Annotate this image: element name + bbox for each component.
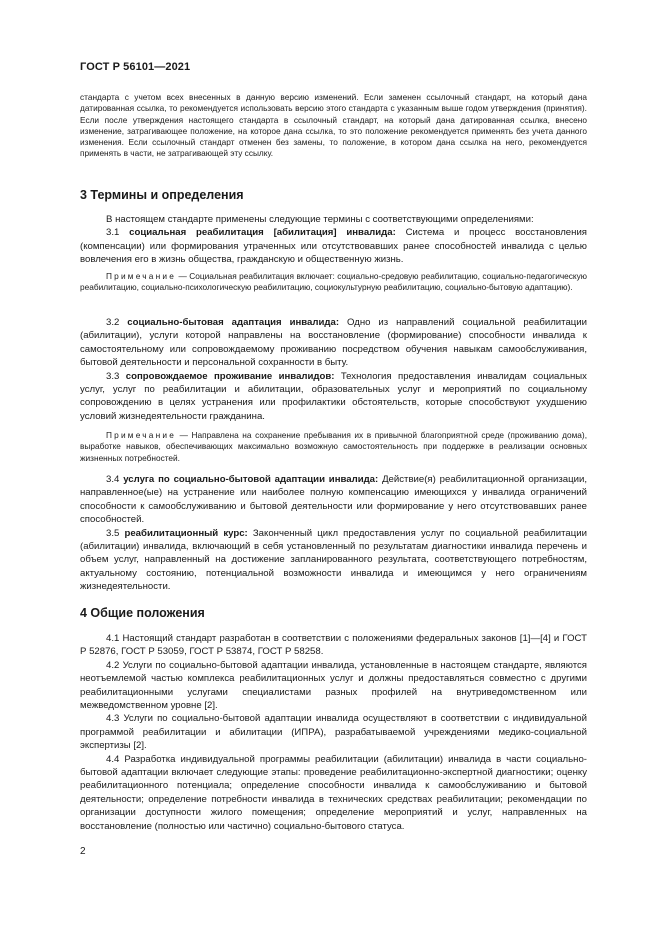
intro-paragraph-block [80, 92, 587, 160]
note-1-label: Примечание [106, 271, 177, 281]
page-number: 2 [80, 846, 86, 857]
term-3-5-definition: Законченный цикл предоставления услуг по социальной реабилитации (абилитации) инвалида, включающий в себя установленный по результатам диагностики инвалида перечень и объем услуг, направленный на достижение запланированного результата, соответствующего потребностям, актуальному состоянию, потенциальной возможности инвалида и имеющимся у него ограничениям жизнедеятельности. [80, 527, 587, 593]
section-3-body-a [80, 213, 587, 267]
term-3-1: 3.1 социальная реабилитация [абилитация] инвалида: Система и процесс восстановления (компенсации) или формирования утраченных или отсутствовавших ранее способностей инвалида с целью вовлечения его в жизнь общества, гражданскую и общественную жизнь. [80, 227, 587, 266]
term-3-3-title: сопровождаемое проживание инвалидов: [125, 370, 335, 382]
term-3-2-title: социально-бытовая адаптация инвалида: [127, 317, 340, 328]
intro-paragraph: стандарта с учетом всех внесенных в данную версию изменений. Если заменен ссылочный стандарт, на который дана датированная ссылка, то рекомендуется использовать версию этого стандарта с указанным выше годом утверждения (принятия). Если после утверждения настоящего стандарта в ссылочный стандарт, на который дана датированная ссылка, внесено изменение, затрагивающее положение, на которое дана ссылка, то это положение рекомендуется применять без учета данного изменения. Если ссылочный стандарт отменен без замены, то положение, в котором дана ссылка на него, рекомендуется применять в части, не затрагивающей эту ссылку. [80, 92, 587, 159]
section-3-body-b [80, 316, 587, 423]
term-3-4-title: услуга по социально-бытовой адаптации инвалида: [123, 474, 379, 485]
note-2-label: Примечание [106, 430, 177, 440]
section-3-body-c [80, 473, 587, 594]
clause-4-3: 4.3 Услуги по социально-бытовой адаптации инвалида осуществляют в соответствии с индивидуальной программой реабилитации и абилитации (ИПРА), разрабатываемой учреждениями медико-социальной экспертизы [2]. [80, 713, 587, 752]
term-3-2-definition: Одно из направлений социальной реабилитации (абилитации), услуги которой направлены на восстановление (формирование) способности инвалида к самостоятельному или сопровождаемому проживанию посредством обучения навыкам самообслуживания, бытовой деятельности и персональной сохранности в быту. [80, 317, 587, 369]
term-3-1-definition: Система и процесс восстановления (компенсации) или формирования утраченных или отсутствовавших ранее способностей инвалида с целью вовлечения его в жизнь общества, гражданскую и общественную жизнь. [80, 227, 587, 266]
note-2-text: — Направлена на сохранение пребывания их в привычной благоприятной среде (проживанию дома), выработке навыков, обеспечивающих максимально возможную самостоятельность при поддержке в реализации основных жизненных потребностей. [80, 430, 587, 463]
note-1-text: — Социальная реабилитация включает: социально-средовую реабилитацию, социально-педагогическую реабилитацию, социально-психологическую реабилитацию, социокультурную реабилитацию, социально-бытовую адаптацию). [80, 271, 588, 293]
term-3-4-definition: Действие(я) реабилитационной организации, направленное(ые) на устранение или наиболее полную компенсацию имеющихся у инвалида ограничений способности к самообслуживанию и бытовой деятельности или формирование у него отсутствовавших ранее способностей. [80, 474, 587, 526]
term-3-1-title: социальная реабилитация [абилитация] инвалида: [129, 227, 396, 239]
section-3-lead: В настоящем стандарте применены следующие термины с соответствующими определениями: [106, 214, 534, 225]
term-3-5-title: реабилитационный курс: [124, 527, 248, 539]
section-3-heading: 3 Термины и определения [80, 188, 244, 202]
section-4-body [80, 632, 587, 833]
section-4-heading: 4 Общие положения [80, 606, 205, 620]
clause-4-1: 4.1 Настоящий стандарт разработан в соответствии с положениями федеральных законов [1]—[4] и ГОСТ Р 52876, ГОСТ Р 53059, ГОСТ Р 53874, ГОСТ Р 58258. [80, 633, 587, 658]
term-3-2: 3.2 социально-бытовая адаптация инвалида: Одно из направлений социальной реабилитации (абилитации), услуги которой направлены на восстановление (формирование) способности инвалида к самостоятельному или сопровождаемому проживанию посредством обучения навыкам самообслуживания, бытовой деятельности и персональной сохранности в быту. [80, 317, 587, 369]
term-3-5: 3.5 реабилитационный курс: Законченный цикл предоставления услуг по социальной реабилитации (абилитации) инвалида, включающий в себя установленный по результатам диагностики инвалида перечень и объем услуг, направленный на достижение запланированного результата, соответствующего потребностям, актуальному состоянию, потенциальной возможности инвалида и имеющимся у него ограничениям жизнедеятельности. [80, 527, 587, 593]
document-header: ГОСТ Р 56101—2021 [80, 61, 191, 73]
term-3-3-definition: Технология предоставления инвалидам социальных услуг, услуг по реабилитации и абилитации, образовательных услуг и мероприятий по социальному сопровождению в целях устранения или профилактики обстоятельств, которые способствуют ухудшению условий жизнедеятельности гражданина. [80, 370, 587, 422]
clause-4-4: 4.4 Разработка индивидуальной программы реабилитации (абилитации) инвалида в части социально-бытовой адаптации включает следующие этапы: проведение реабилитационно-экспертной диагностики; оценку реабилитационного потенциала; определение способности инвалида к самообслуживанию и бытовой деятельности; определение потребности инвалида в технических средствах реабилитации; рекомендации по организации доступности жилого помещения; определение мероприятий и услуг, направленных на восстановление (полностью или частично) социально-бытового статуса. [80, 753, 587, 832]
term-3-3: 3.3 сопровождаемое проживание инвалидов: Технология предоставления инвалидам социальных услуг, услуг по реабилитации и абилитации, образовательных услуг и мероприятий по социальному сопровождению в целях устранения или профилактики обстоятельств, которые способствуют ухудшению условий жизнедеятельности гражданина. [80, 370, 587, 422]
term-3-4: 3.4 услуга по социально-бытовой адаптации инвалида: Действие(я) реабилитационной организации, направленное(ые) на устранение или наиболее полную компенсацию имеющихся у инвалида ограничений способности к самообслуживанию и бытовой деятельности или формирование у него отсутствовавших ранее способностей. [80, 474, 587, 526]
note-1 [80, 271, 587, 294]
clause-4-2: 4.2 Услуги по социально-бытовой адаптации инвалида, установленные в настоящем стандарте, являются неотъемлемой частью комплекса реабилитационных услуг и должны предоставляться совместно с другими реабилитационными услугами специалистами разных профилей на внутриведомственном или межведомственном уровне [2]. [80, 659, 587, 712]
note-2 [80, 430, 587, 464]
